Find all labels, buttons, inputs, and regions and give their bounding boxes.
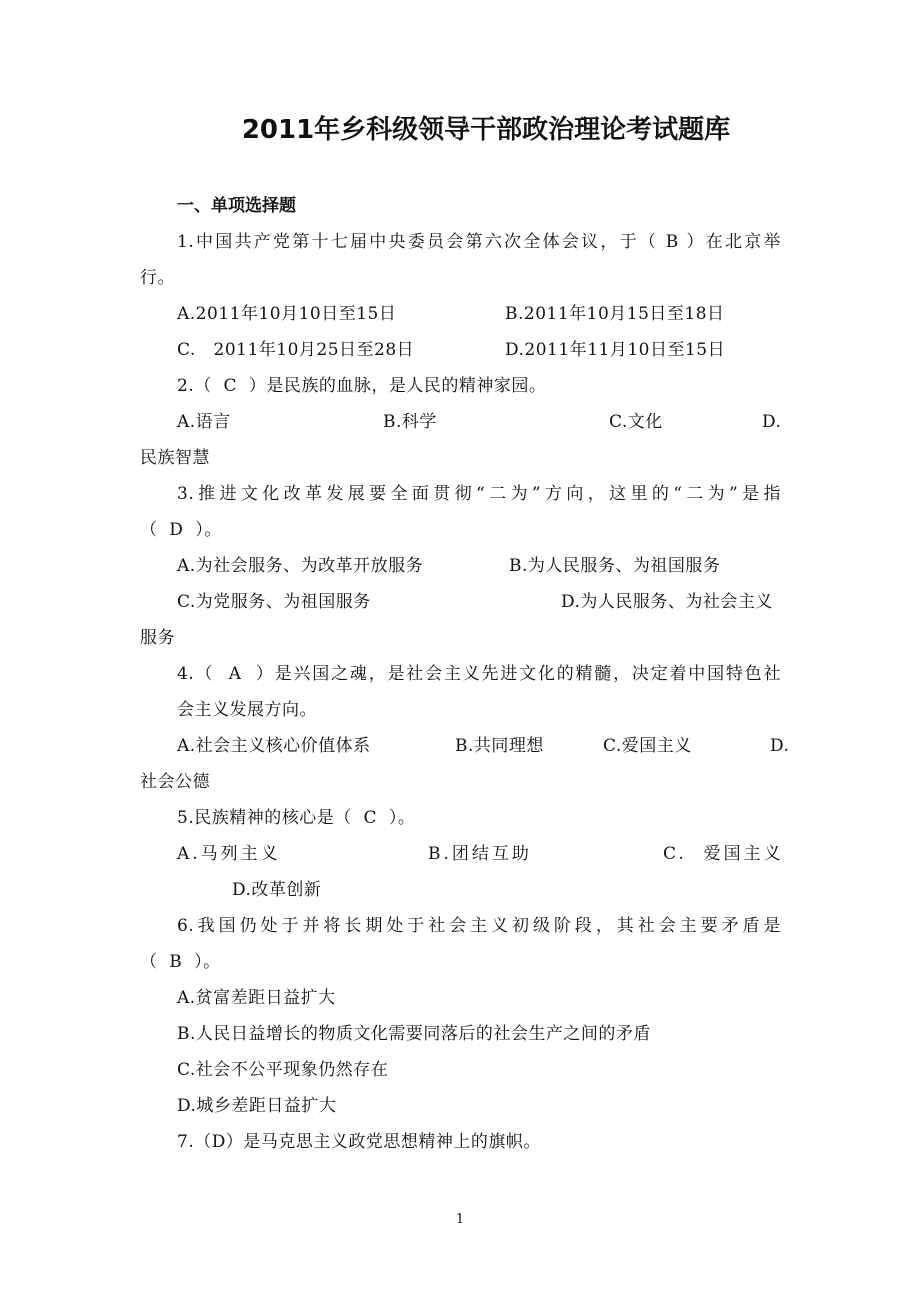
question-4-stem-cont: 会主义发展方向。 — [177, 700, 317, 720]
question-1-option-a: A.2011年10月10日至15日 — [177, 304, 397, 324]
page-number: 1 — [455, 1212, 465, 1227]
question-6-option-d: D.城乡差距日益扩大 — [177, 1096, 337, 1116]
question-3-option-d: D.为人民服务、为社会主义 — [561, 592, 773, 612]
question-1-option-b: B.2011年10月15日至18日 — [505, 304, 725, 324]
question-2-option-c: C.文化 — [609, 412, 663, 432]
question-4-option-c: C.爱国主义 — [603, 736, 692, 756]
question-3-option-c: C.为党服务、为祖国服务 — [177, 592, 371, 612]
question-3-stem-cont: （ D ）。 — [140, 520, 222, 540]
question-5-option-c: C. 爱国主义 — [663, 844, 784, 864]
question-3-stem: 3.推进文化改革发展要全面贯彻“二为”方向，这里的“二为”是指 — [177, 484, 781, 504]
question-6-option-b: B.人民日益增长的物质文化需要同落后的社会生产之间的矛盾 — [177, 1024, 651, 1044]
question-3-option-d-cont: 服务 — [140, 628, 175, 648]
question-2-option-b: B.科学 — [383, 412, 437, 432]
question-1-option-d: D.2011年11月10日至15日 — [505, 340, 726, 360]
question-3-option-a: A.为社会服务、为改革开放服务 — [177, 556, 424, 576]
question-4-option-b: B.共同理想 — [455, 736, 544, 756]
question-1-stem: 1.中国共产党第十七届中央委员会第六次全体会议，于（ B ）在北京举 — [177, 232, 781, 252]
question-5-option-a: A.马列主义 — [177, 844, 281, 864]
question-6-option-a: A.贫富差距日益扩大 — [177, 988, 336, 1008]
question-2-option-a: A.语言 — [177, 412, 231, 432]
question-7-stem: 7.（D）是马克思主义政党思想精神上的旗帜。 — [177, 1132, 541, 1152]
question-4-stem: 4.（ A ）是兴国之魂，是社会主义先进文化的精髓，决定着中国特色社 — [177, 664, 781, 684]
section-heading: 一、单项选择题 — [177, 196, 296, 216]
question-5-option-b: B.团结互助 — [428, 844, 532, 864]
question-2-option-d: D. — [762, 412, 782, 432]
document-title: 2011年乡科级领导干部政治理论考试题库 — [241, 115, 731, 145]
question-4-option-a: A.社会主义核心价值体系 — [177, 736, 371, 756]
question-2-stem: 2.（ C ）是民族的血脉，是人民的精神家园。 — [177, 376, 547, 396]
question-2-option-d-cont: 民族智慧 — [140, 448, 210, 468]
question-6-stem-cont: （ B ）。 — [140, 952, 221, 972]
question-3-option-b: B.为人民服务、为祖国服务 — [509, 556, 721, 576]
question-4-option-d: D. — [770, 736, 790, 756]
question-6-stem: 6.我国仍处于并将长期处于社会主义初级阶段，其社会主要矛盾是 — [177, 916, 781, 936]
question-4-option-d-cont: 社会公德 — [140, 772, 210, 792]
question-1-stem-cont: 行。 — [140, 268, 175, 288]
question-5-option-d: D.改革创新 — [232, 880, 322, 900]
question-6-option-c: C.社会不公平现象仍然存在 — [177, 1060, 389, 1080]
question-1-option-c: C. 2011年10月25日至28日 — [177, 340, 415, 360]
question-5-stem: 5.民族精神的核心是（ C ）。 — [177, 808, 416, 828]
